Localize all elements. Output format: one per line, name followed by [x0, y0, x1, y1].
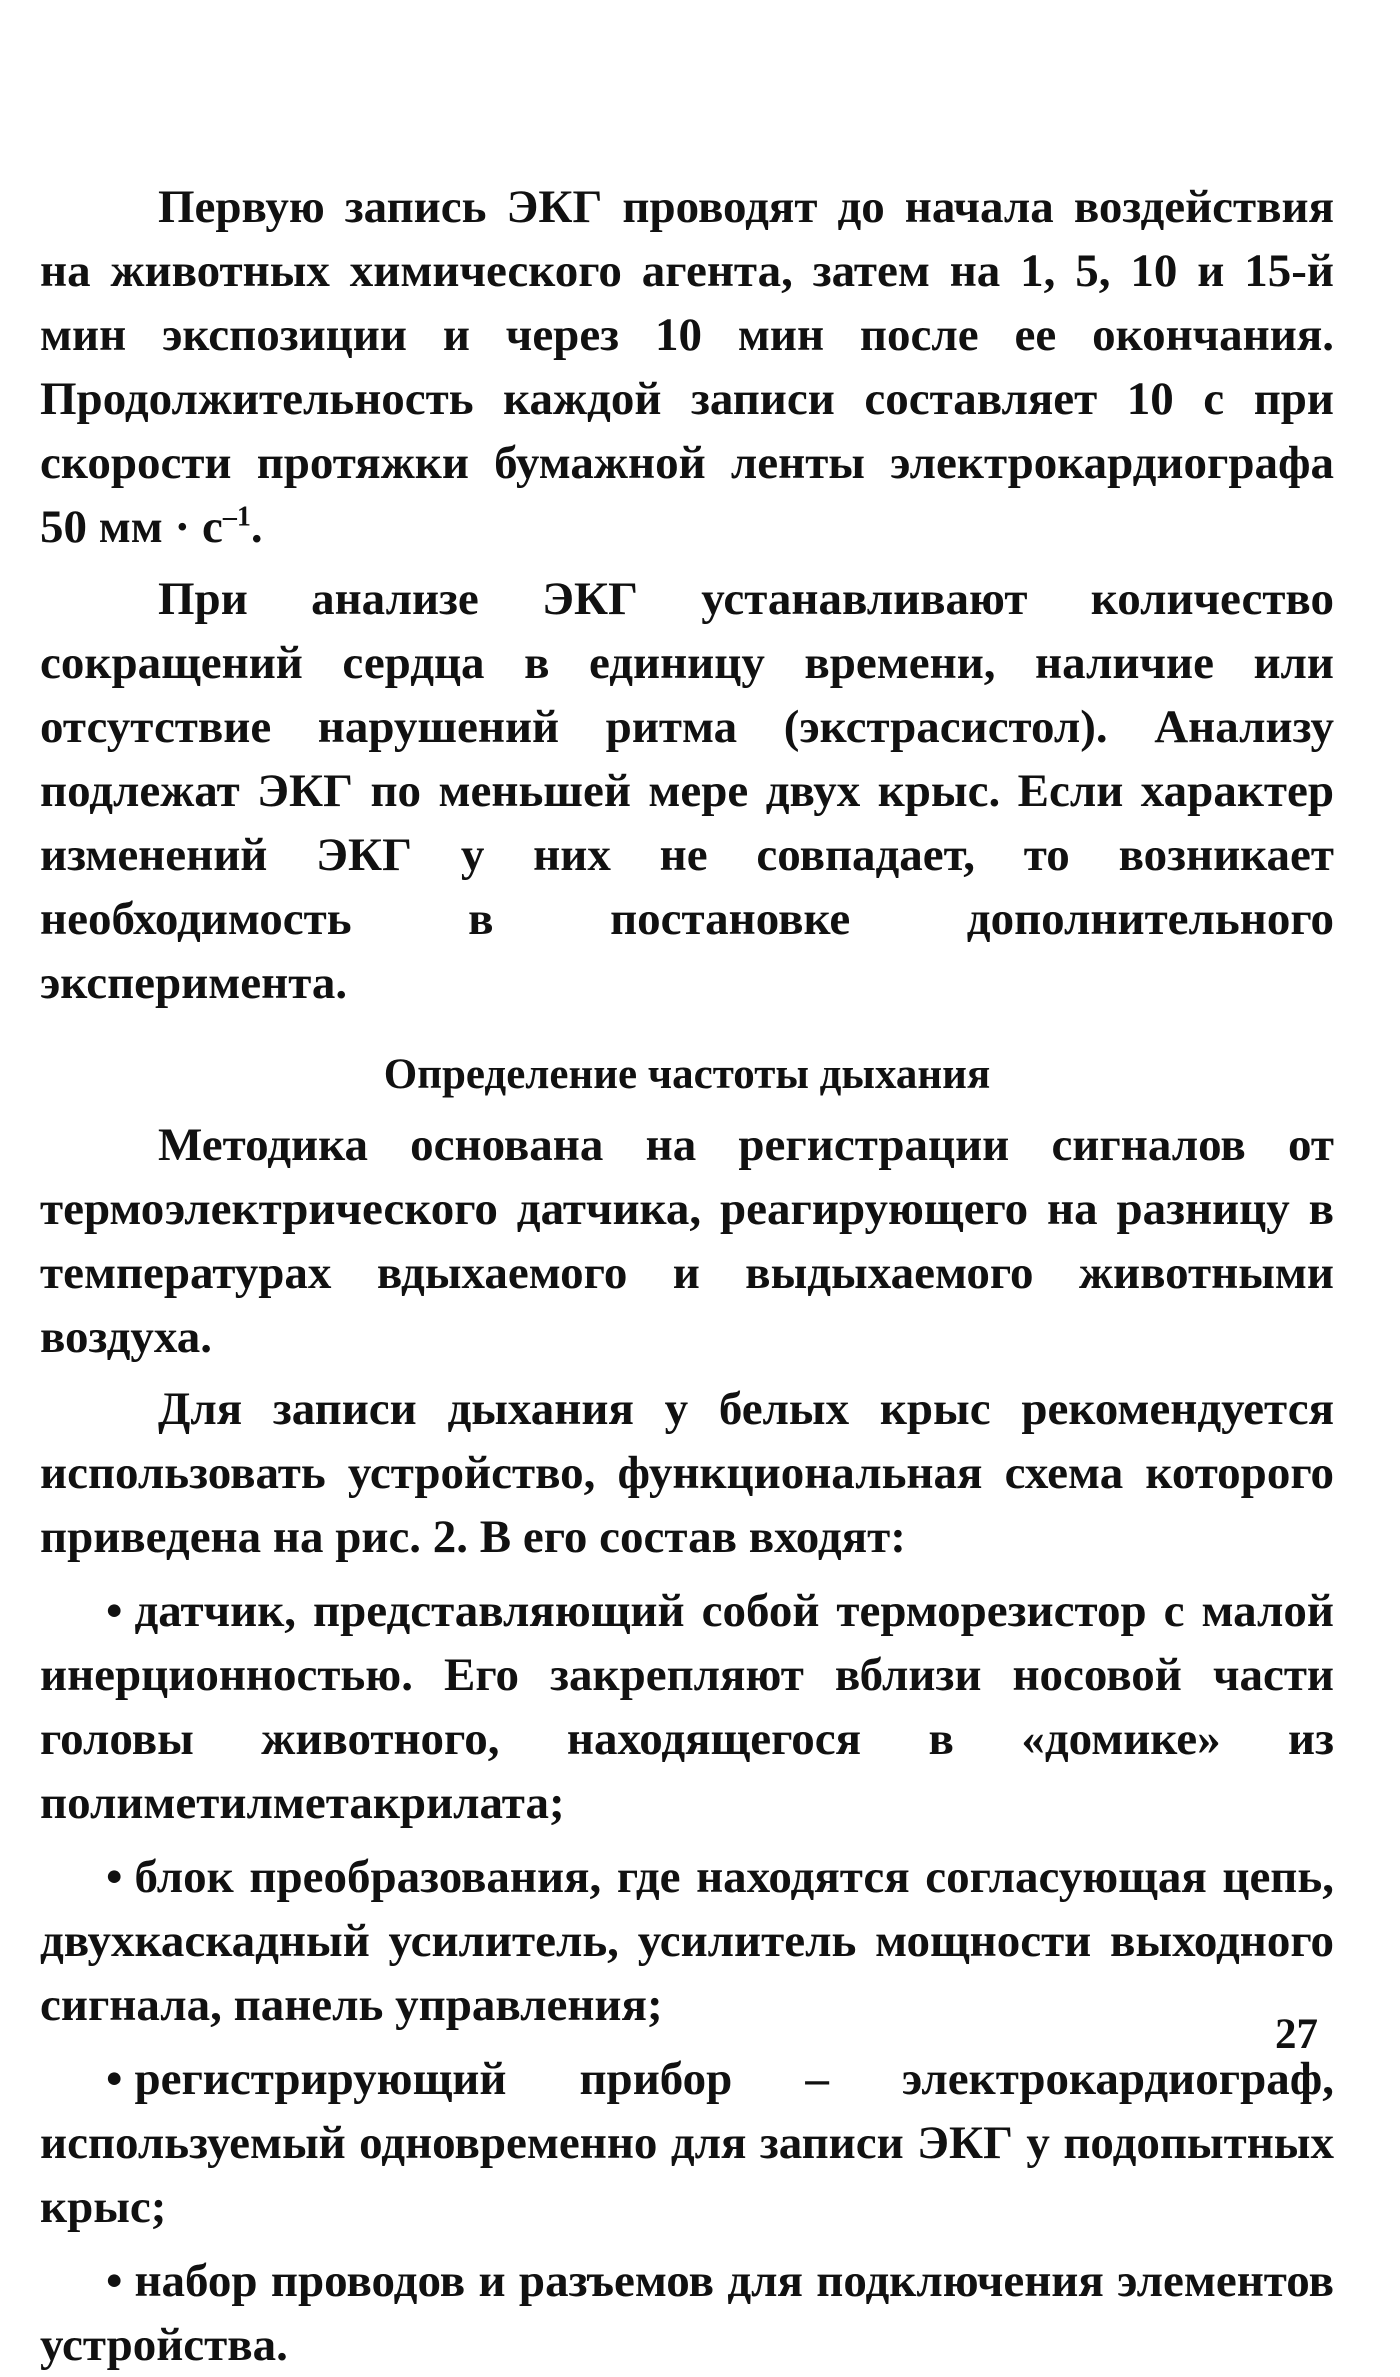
document-page — [40, 175, 1334, 2377]
section-heading: Определение частоты дыхания — [383, 1051, 991, 1098]
bullet-icon: • — [106, 1585, 123, 1637]
paragraph-ecg-recording — [40, 175, 1334, 559]
list-item — [40, 2249, 1334, 2377]
unit-exponent: –1 — [222, 501, 251, 533]
bullet-icon: • — [106, 1851, 123, 1903]
list-item — [40, 2047, 1334, 2239]
list-item-text: регистрирующий прибор – электрокардиограф, используемый одновременно для записи ЭКГ у подопытных крыс; — [40, 2053, 1334, 2233]
bullet-icon: • — [106, 2053, 123, 2105]
list-item-text: датчик, представляющий собой терморезистор с малой инерционностью. Его закрепляют вблизи носовой части головы животного, находящегося в «домике» из полиметилметакрилата; — [40, 1585, 1334, 1829]
list-item-text: набор проводов и разъемов для подключения элементов устройства. — [40, 2255, 1334, 2371]
paragraph-method: Методика основана на регистрации сигналов от термоэлектрического датчика, реагирующего на разницу в температурах вдыхаемого и выдыхаемого животными воздуха. — [40, 1119, 1334, 1363]
paragraph-ecg-recording-text: Первую запись ЭКГ проводят до начала воздействия на животных химического агента, затем на 1, 5, 10 и 15-й мин экспозиции и через 10 мин после ее окончания. Продолжительность каждой записи составляет 10 с при скорости протяжки бумажной ленты электрокардиографа 50 мм · с — [40, 181, 1334, 553]
list-item — [40, 1579, 1334, 1835]
list-item — [40, 1845, 1334, 2037]
list-item-text: блок преобразования, где находятся согласующая цепь, двухкаскадный усилитель, усилитель мощности выходного сигнала, панель управления; — [40, 1851, 1334, 2031]
page-number: 27 — [1275, 2011, 1318, 2058]
paragraph-ecg-analysis: При анализе ЭКГ устанавливают количество сокращений сердца в единицу времени, наличие или отсутствие нарушений ритма (экстрасистол). Анализу подлежат ЭКГ по меньшей мере двух крыс. Если характер изменений ЭКГ у них не совпадает, то возникает необходимость в постановке дополнительного эксперимента. — [40, 573, 1334, 1009]
paragraph-ecg-recording-end: . — [250, 501, 263, 553]
paragraph-device-intro: Для записи дыхания у белых крыс рекомендуется использовать устройство, функциональная схема которого приведена на рис. 2. В его состав входят: — [40, 1383, 1334, 1563]
bullet-icon: • — [106, 2255, 123, 2307]
